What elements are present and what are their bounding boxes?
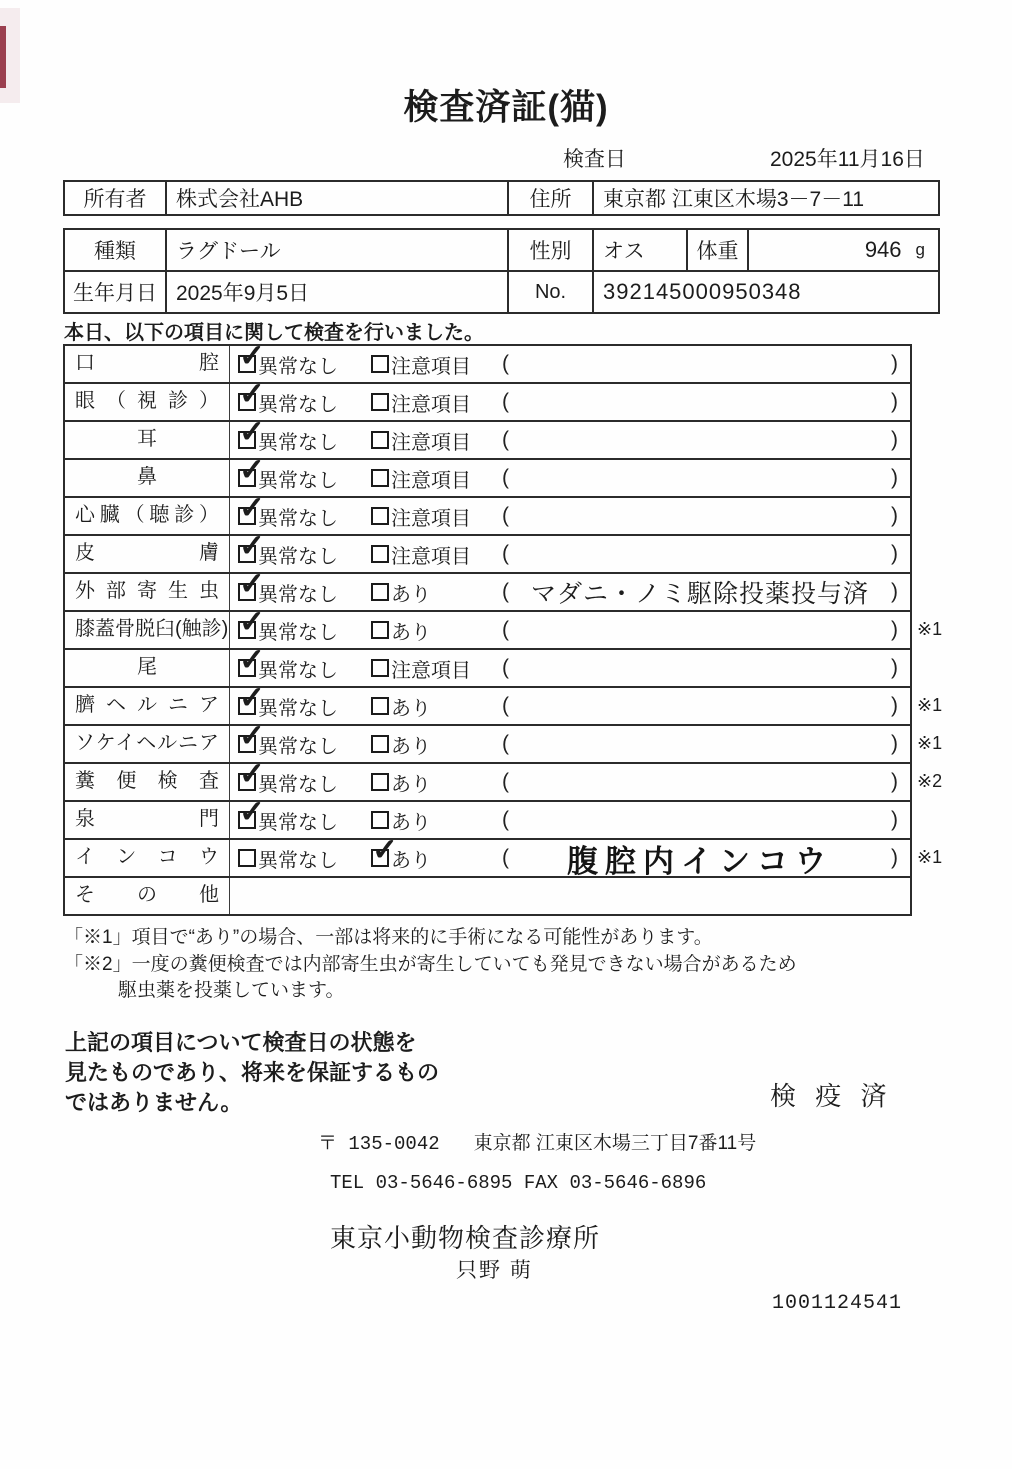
exam-item-options — [230, 832, 910, 879]
breed-label: 種類 — [94, 240, 136, 263]
checkbox-finding[interactable] — [371, 469, 389, 487]
exam-row — [65, 756, 943, 802]
checkbox-no-abnormality[interactable] — [238, 452, 265, 487]
exam-item-options — [230, 338, 910, 382]
option-no-abnormality-label: 異常なし — [258, 545, 338, 568]
microchip-no-value: 392145000950348 — [592, 272, 938, 312]
exam-note: マダニ・ノミ駆除投薬投与済 — [530, 580, 869, 608]
exam-row — [65, 680, 943, 726]
checkbox-no-abnormality[interactable] — [238, 642, 265, 677]
exam-row — [65, 452, 910, 498]
option-finding-label: 注意項目 — [391, 545, 471, 568]
close-paren: ) — [891, 694, 898, 717]
check-mark-icon: ✓ — [239, 414, 265, 449]
owner-table — [63, 180, 940, 216]
open-paren: ( — [502, 846, 509, 869]
sex-label: 性別 — [507, 230, 592, 270]
open-paren: ( — [502, 656, 509, 679]
option-no-abnormality-label: 異常なし — [258, 735, 338, 758]
postal-code: 〒 135-0042 — [318, 1133, 440, 1155]
check-mark-icon: ✓ — [239, 718, 265, 753]
check-mark-icon: ✓ — [239, 376, 265, 411]
examiner-name: 只野 萌 — [456, 1259, 533, 1282]
close-paren: ) — [891, 770, 898, 793]
exam-row — [65, 642, 910, 688]
inspection-date-label: 検査日 — [563, 148, 626, 171]
exam-item-options — [230, 794, 910, 838]
option-no-abnormality-label: 異常なし — [258, 507, 338, 530]
disclaimer-line3: ではありません。 — [65, 1090, 243, 1115]
check-mark-icon: ✓ — [239, 490, 265, 525]
close-paren: ) — [891, 618, 898, 641]
option-finding-label: 注意項目 — [391, 659, 471, 682]
birthdate-label: 生年月日 — [73, 282, 157, 305]
option-finding-label: あり — [391, 773, 431, 796]
address-label: 住所 — [507, 182, 592, 214]
option-finding-label: 注意項目 — [391, 355, 471, 378]
option-finding-label: あり — [391, 811, 431, 834]
option-no-abnormality-label: 異常なし — [258, 659, 338, 682]
check-mark-icon: ✓ — [239, 604, 265, 639]
close-paren: ) — [891, 580, 898, 603]
checkbox-finding[interactable] — [371, 832, 398, 867]
option-finding-label: 注意項目 — [391, 431, 471, 454]
close-paren: ) — [891, 466, 898, 489]
option-no-abnormality-label: 異常なし — [258, 469, 338, 492]
checkbox-no-abnormality[interactable] — [238, 376, 265, 411]
weight-label: 体重 — [686, 230, 747, 270]
close-paren: ) — [891, 656, 898, 679]
breed-value: ラグドール — [165, 230, 507, 270]
checkbox-no-abnormality[interactable] — [238, 528, 265, 563]
intro-sentence: 本日、以下の項目に関して検査を行いました。 — [64, 322, 484, 344]
exam-row — [65, 490, 910, 536]
open-paren: ( — [502, 732, 509, 755]
scan-artifact-red-mark — [0, 26, 6, 88]
weight-unit: g — [915, 240, 925, 259]
close-paren: ) — [891, 542, 898, 565]
check-mark-icon: ✓ — [239, 794, 265, 829]
footnote-1: 「※1」項目で“あり”の場合、一部は将来的に手術になる可能性があります。 — [64, 927, 713, 948]
exam-row — [65, 832, 943, 879]
checkbox-no-abnormality[interactable] — [238, 680, 265, 715]
checkbox-no-abnormality[interactable] — [238, 338, 265, 373]
exam-item-label: 鼻 — [65, 460, 230, 496]
exam-item-label: 臍ヘルニア — [65, 688, 230, 724]
option-no-abnormality-label: 異常なし — [258, 583, 338, 606]
close-paren: ) — [891, 732, 898, 755]
pet-table — [63, 228, 940, 314]
exam-item-label: 心臓（聴診） — [65, 498, 230, 534]
exam-table — [63, 338, 943, 916]
exam-item-options — [230, 376, 910, 420]
check-mark-icon: ✓ — [239, 338, 265, 373]
exam-note: 腹腔内インコウ — [567, 843, 833, 879]
option-no-abnormality-label: 異常なし — [258, 773, 338, 796]
exam-item-label: 糞便検査 — [65, 764, 230, 800]
checkbox-finding[interactable] — [371, 659, 389, 677]
exam-item-options — [230, 414, 910, 458]
checkbox-finding[interactable] — [371, 811, 389, 829]
exam-item-label: ソケイヘルニア — [65, 726, 230, 762]
option-no-abnormality-label: 異常なし — [258, 355, 338, 378]
exam-item-options — [230, 452, 910, 496]
quarantine-passed-stamp: 検 疫 済 — [770, 1081, 893, 1111]
exam-row — [65, 414, 910, 460]
option-finding-label: あり — [391, 583, 431, 606]
check-mark-icon: ✓ — [239, 452, 265, 487]
checkbox-no-abnormality[interactable] — [238, 794, 265, 829]
open-paren: ( — [502, 770, 509, 793]
tel-fax-line: TEL 03-5646-6895 FAX 03-5646-6896 — [330, 1172, 707, 1194]
option-no-abnormality-label: 異常なし — [258, 393, 338, 416]
checkbox-finding[interactable] — [371, 621, 389, 639]
checkbox-finding[interactable] — [371, 697, 389, 715]
page-title: 検査済証(猫) — [403, 88, 609, 127]
weight-number: 946 — [864, 237, 902, 262]
checkbox-finding[interactable] — [371, 773, 389, 791]
address-value: 東京都 江東区木場3－7－11 — [592, 182, 938, 214]
clinic-name: 東京小動物検査診療所 — [330, 1223, 601, 1253]
exam-item-options — [230, 604, 910, 648]
microchip-no-label: No. — [507, 272, 592, 312]
exam-item-label: 眼（視診） — [65, 384, 230, 420]
exam-item-options — [230, 680, 910, 724]
footnote-2-line1: 「※2」一度の糞便検査では内部寄生虫が寄生していても発見できない場合があるため — [64, 954, 797, 975]
checkbox-no-abnormality[interactable] — [238, 566, 265, 601]
option-finding-label: 注意項目 — [391, 469, 471, 492]
checkbox-finding[interactable] — [371, 393, 389, 411]
option-finding-label: あり — [391, 849, 431, 872]
footnote-2-line2: 駆虫薬を投薬しています。 — [118, 980, 345, 1001]
open-paren: ( — [502, 466, 509, 489]
exam-item-options — [230, 642, 910, 686]
exam-row — [65, 338, 910, 384]
exam-item-options — [230, 528, 910, 572]
close-paren: ) — [891, 390, 898, 413]
footnote-ref: ※1 — [917, 695, 943, 715]
checkbox-finding[interactable] — [371, 735, 389, 753]
check-mark-icon: ✓ — [239, 642, 265, 677]
owner-value: 株式会社AHB — [165, 182, 507, 214]
open-paren: ( — [502, 352, 509, 375]
exam-item-label: 口腔 — [65, 346, 230, 382]
exam-item-label: 泉門 — [65, 802, 230, 838]
option-finding-label: あり — [391, 735, 431, 758]
check-mark-icon: ✓ — [239, 566, 265, 601]
option-no-abnormality-label: 異常なし — [258, 849, 338, 872]
option-finding-label: あり — [391, 621, 431, 644]
check-mark-icon: ✓ — [239, 756, 265, 791]
open-paren: ( — [502, 694, 509, 717]
option-finding-label: 注意項目 — [391, 393, 471, 416]
exam-item-label: 尾 — [65, 650, 230, 686]
exam-item-options — [230, 566, 910, 610]
disclaimer-line2: 見たものであり、将来を保証するもの — [65, 1060, 440, 1085]
exam-row — [65, 878, 910, 914]
open-paren: ( — [502, 542, 509, 565]
open-paren: ( — [502, 390, 509, 413]
checkbox-finding[interactable] — [371, 431, 389, 449]
footnote-ref: ※1 — [917, 847, 943, 867]
exam-row — [65, 718, 943, 764]
sex-value: オス — [592, 230, 686, 270]
clinic-address: 東京都 江東区木場三丁目7番11号 — [473, 1133, 757, 1154]
checkbox-finding[interactable] — [371, 507, 389, 525]
exam-row — [65, 528, 910, 574]
owner-label: 所有者 — [83, 188, 147, 211]
exam-item-label: 膝蓋骨脱臼(触診) — [65, 612, 230, 648]
open-paren: ( — [502, 618, 509, 641]
document-serial: 1001124541 — [772, 1292, 903, 1315]
checkbox-no-abnormality[interactable] — [238, 414, 265, 449]
footnote-ref: ※2 — [917, 771, 943, 791]
close-paren: ) — [891, 352, 898, 375]
exam-item-label: インコウ — [65, 840, 230, 876]
open-paren: ( — [502, 808, 509, 831]
disclaimer-text — [65, 1028, 439, 1118]
exam-item-label: 外部寄生虫 — [65, 574, 230, 610]
birthdate-value: 2025年9月5日 — [165, 272, 507, 312]
checkbox-no-abnormality[interactable] — [238, 756, 265, 791]
exam-item-label: 皮膚 — [65, 536, 230, 572]
footnote-ref: ※1 — [917, 733, 943, 753]
footnote-ref: ※1 — [917, 619, 943, 639]
close-paren: ) — [891, 428, 898, 451]
checkbox-no-abnormality[interactable] — [238, 849, 256, 867]
clinic-postal-line — [318, 1128, 756, 1155]
checkbox-finding[interactable] — [371, 355, 389, 373]
weight-value — [747, 230, 938, 270]
exam-item-label: 耳 — [65, 422, 230, 458]
exam-row — [65, 604, 943, 650]
disclaimer-line1: 上記の項目について検査日の状態を — [65, 1030, 417, 1055]
open-paren: ( — [502, 428, 509, 451]
checkbox-no-abnormality[interactable] — [238, 490, 265, 525]
option-no-abnormality-label: 異常なし — [258, 621, 338, 644]
exam-item-label: その他 — [65, 878, 230, 914]
inspection-date-value: 2025年11月16日 — [770, 148, 925, 171]
exam-item-options — [230, 490, 910, 534]
check-mark-icon: ✓ — [239, 528, 265, 563]
exam-row — [65, 566, 910, 612]
option-finding-label: あり — [391, 697, 431, 720]
checkbox-finding[interactable] — [371, 583, 389, 601]
exam-item-options — [230, 756, 910, 800]
option-no-abnormality-label: 異常なし — [258, 431, 338, 454]
checkbox-finding[interactable] — [371, 545, 389, 563]
check-mark-icon: ✓ — [239, 680, 265, 715]
exam-row — [65, 376, 910, 422]
open-paren: ( — [502, 580, 509, 603]
checkbox-no-abnormality[interactable] — [238, 604, 265, 639]
exam-item-options — [230, 718, 910, 762]
close-paren: ) — [891, 846, 898, 869]
checkbox-no-abnormality[interactable] — [238, 718, 265, 753]
option-no-abnormality-label: 異常なし — [258, 811, 338, 834]
close-paren: ) — [891, 504, 898, 527]
open-paren: ( — [502, 504, 509, 527]
check-mark-icon: ✓ — [372, 832, 398, 867]
exam-row — [65, 794, 910, 840]
option-no-abnormality-label: 異常なし — [258, 697, 338, 720]
exam-item-options — [230, 878, 910, 914]
close-paren: ) — [891, 808, 898, 831]
option-finding-label: 注意項目 — [391, 507, 471, 530]
